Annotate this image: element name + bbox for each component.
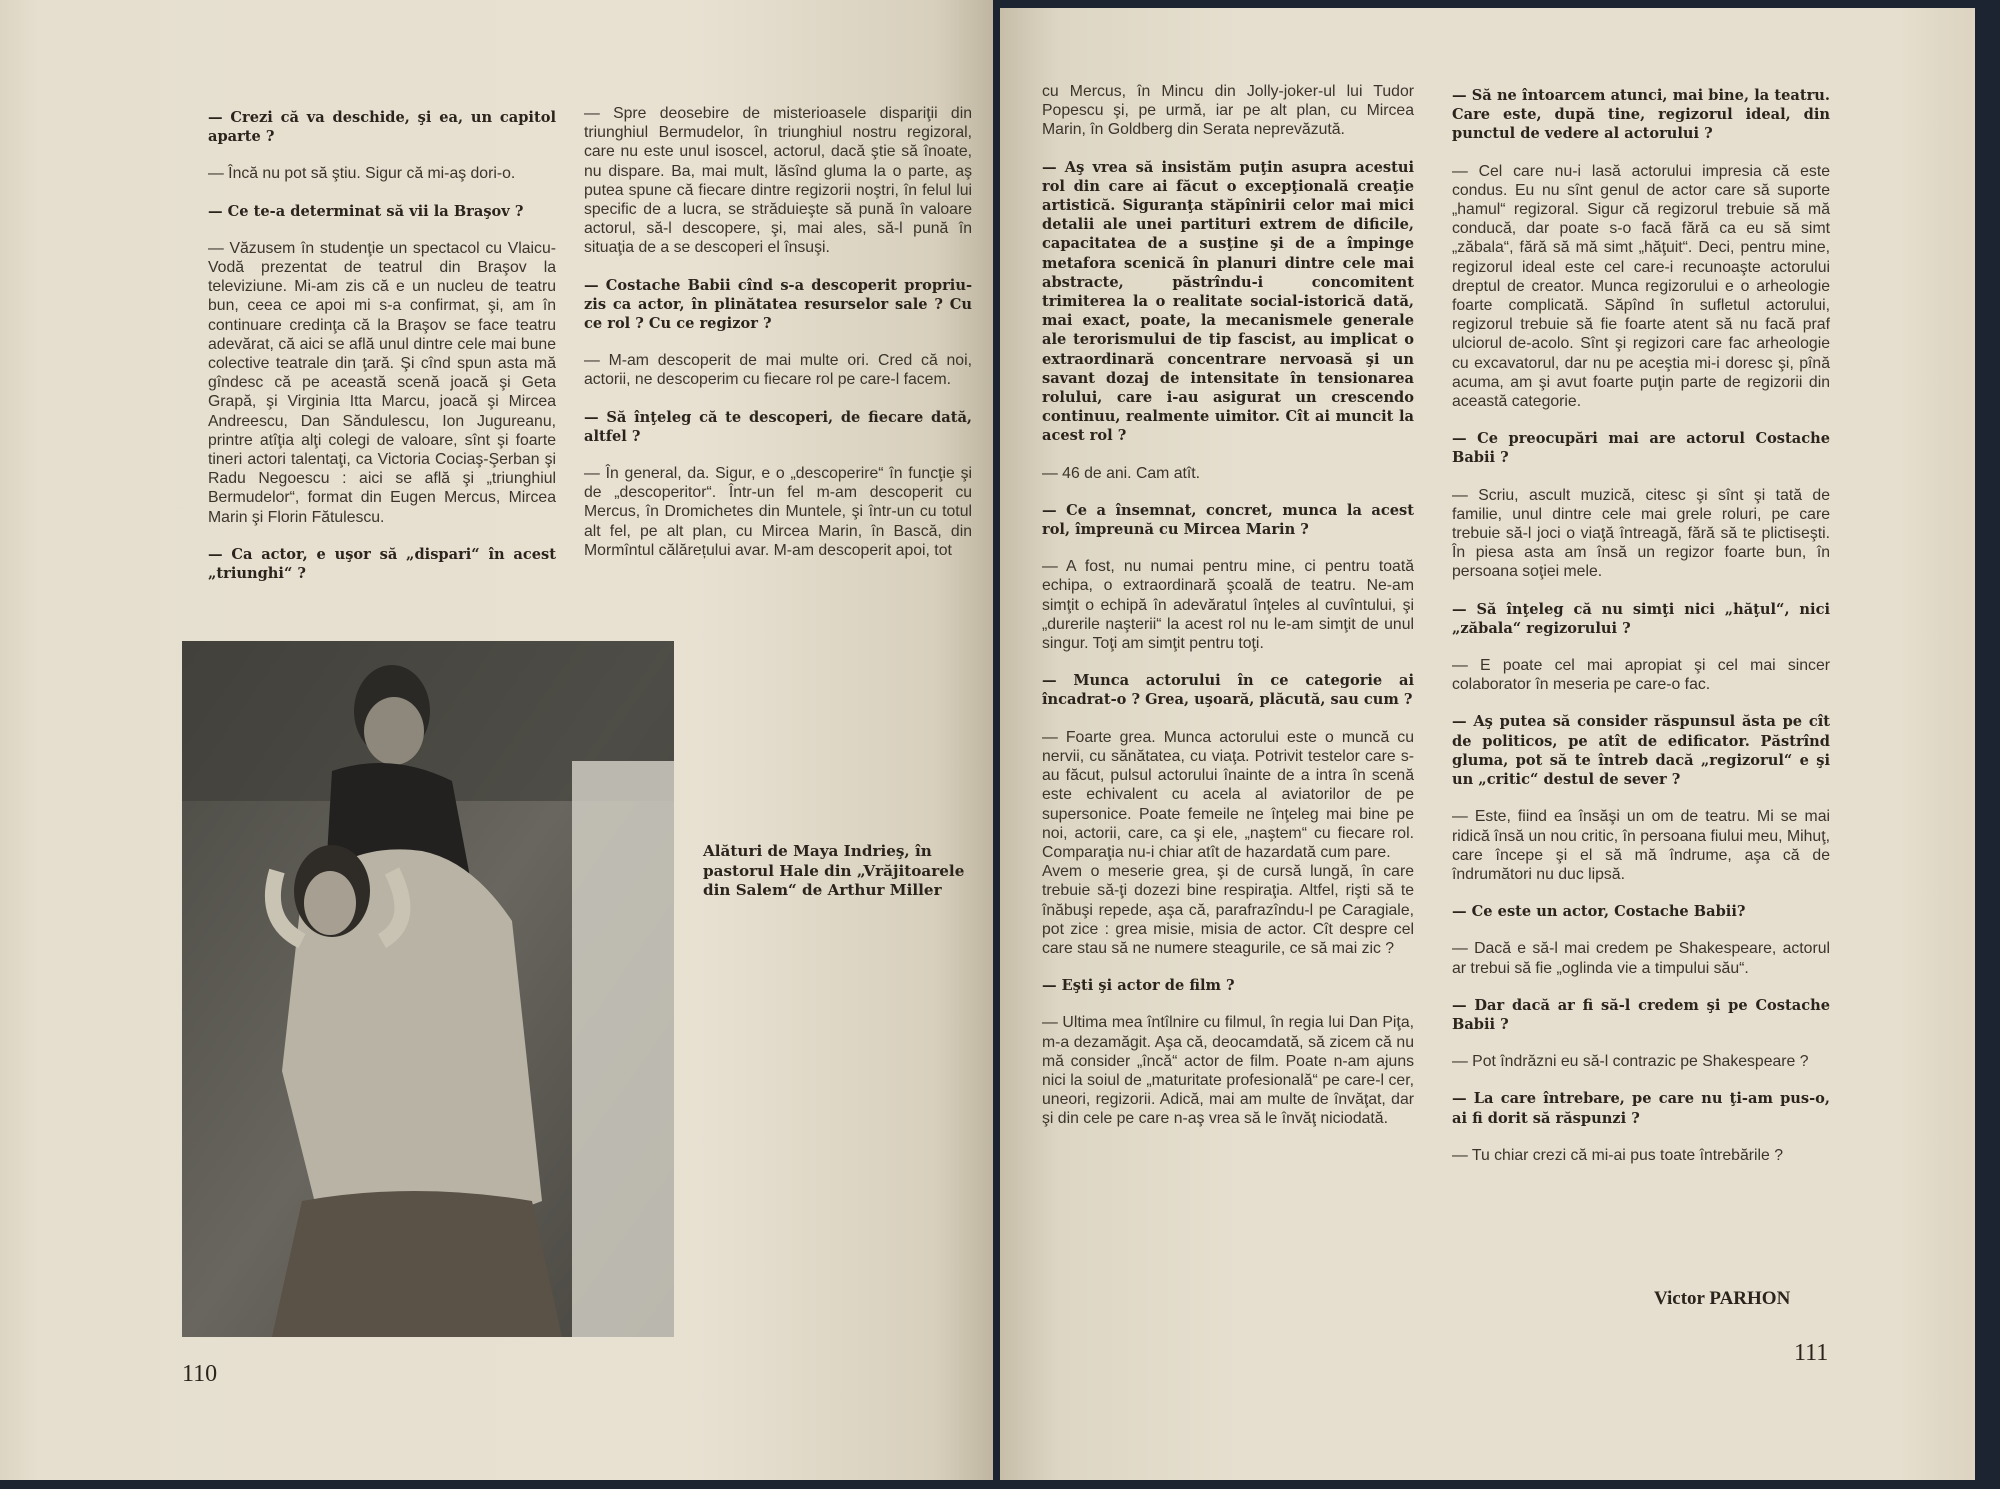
interview-question: — Ca actor, e uşor să „dispari“ în acest „triunghi“ ? [208,545,556,583]
left-page-column-1 [208,108,556,601]
interview-answer: — Tu chiar crezi că mi-ai pus toate întrebările ? [1452,1146,1783,1164]
interview-answer: — Foarte grea. Munca actorului este o muncă cu nervii, cu sănătatea, cu viaţa. Potrivit testelor care s-au făcut, pulsul actorului înainte de a intra în scenă este echivalent cu acela al aviatorilor de pe supersonice. Poate femeile ne înţeleg mai bine pe noi, actorii, care, ca şi ele, „naştem“ cu fiecare rol. Comparaţia nu-i chiar atît de hazardată cum pare. Avem o meserie grea, şi de cursă lungă, în care trebuie să-ţi dozezi bine respiraţia. Altfel, rişti să te înăbuşi repede, aşa că, parafrazîndu-l pe Caragiale, pot zice : grea misie, misia de actor. Cît despre cel care stau să ne numere steagurile, ce să mai zic ? [1042,728,1414,957]
interview-answer: — Spre deosebire de misterioasele dispariţii din triunghiul Bermudelor, în triunghiul nostru regizoral, care nu este unul isoscel, actorul, dacă ştie să înoate, nu dispare. Ba, mai mult, lăsînd gluma la o parte, aş putea spune că fiecare dintre regizorii noştri, în felul lui specific de a lucra, se străduieşte să pună în valoare actorul, să-l descopere, şi, mai ales, să-l pună în situaţia de a se descoperi el însuşi. [584,105,972,257]
interview-question: — Eşti şi actor de film ? [1042,977,1235,995]
interview-answer: — Pot îndrăzni eu să-l contrazic pe Shakespeare ? [1452,1053,1809,1071]
left-page [0,0,993,1480]
interview-answer: — A fost, nu numai pentru mine, ci pentru toată echipa, o extraordinară şcoală de teatru. Ne-am simţit o echipă în adevăratul înţeles al cuvîntului, şi „durerile naşterii“ la acest rol nu le-am simţit de unul singur. Toţi am simţit pentru toţi. [1042,558,1414,653]
interview-answer: — Dacă e să-l mai credem pe Shakespeare, actorul ar trebui să fie „oglinda vie a timpului său“. [1452,940,1830,977]
page-number-right: 111 [1794,1340,1829,1366]
interview-answer: — Văzusem în studenţie un spectacol cu Vlaicu-Vodă prezentat de teatrul din Braşov la televiziune. Mi-am zis că e un nucleu de teatru bun, ceea ce apoi mi s-a confirmat, şi, am în continuare credinţa că la Braşov se face teatru adevărat, că aici se află unul dintre cele mai bune colective teatrale din ţară. Şi cînd spun asta mă gîndesc că pe această scenă joacă şi Geta Grapă, şi Virginia Itta Marcu, joacă şi Mircea Andreescu, Dan Săndulescu, Ion Jugureanu, printre atîţia alţi colegi de valoare, sînt şi foarte tineri actori talentaţi, ca Victoria Cociaş-Şerban şi Radu Negoescu : aici se află şi „triunghiul Bermudelor“, format din Eugen Mercus, Mircea Marin şi Florin Fătulescu. [208,239,556,526]
interview-answer: cu Mercus, în Mincu din Jolly-joker-ul lui Tudor Popescu şi, pe urmă, iar pe alt plan, cu Mircea Marin, în Goldberg din Serata neprevăzută. [1042,83,1414,139]
stage-photo-illustration [182,641,674,1337]
right-page [1000,8,1975,1480]
interview-question: — Să înţeleg că te descoperi, de fiecare dată, altfel ? [584,408,972,445]
interview-question: — Să ne întoarcem atunci, mai bine, la teatru. Care este, după tine, regizorul ideal, din punctul de vedere al actorului ? [1452,87,1830,143]
interview-answer: — Scriu, ascult muzică, citesc şi sînt şi tată de familie, unul dintre cele mai grele roluri, pe care trebuie să-l joci o viaţă întreagă, fără să te plictiseşti. În piesa asta am însă un regizor foarte bun, în persoana soţiei mele. [1452,486,1830,581]
interview-answer: — M-am descoperit de mai multe ori. Cred că noi, actorii, ne descoperim cu fiecare rol pe care-l facem. [584,352,972,389]
interview-question: — Să înţeleg că nu simţi nici „hăţul“, nici „zăbala“ regizorului ? [1452,600,1830,637]
interview-question: — Ce a însemnat, concret, munca la acest rol, împreună cu Mircea Marin ? [1042,501,1414,539]
stage-photo [182,641,674,1337]
author-signature: Victor PARHON [1654,1288,1791,1309]
interview-question: — Costache Babii cînd s-a descoperit propriu-zis ca actor, în plinătatea resurselor sale ? Cu ce rol ? Cu ce regizor ? [584,276,972,333]
interview-answer: — Încă nu pot să ştiu. Sigur că mi-aş dori-o. [208,165,516,183]
interview-question: — Dar dacă ar fi să-l credem şi pe Costache Babii ? [1452,996,1830,1033]
right-page-column-2 [1452,86,1830,1183]
interview-answer: — E poate cel mai apropiat şi cel mai sincer colaborator în meseria pe care-o fac. [1452,657,1830,694]
interview-question: — La care întrebare, pe care nu ţi-am pus-o, ai fi dorit să răspunzi ? [1452,1090,1830,1127]
left-page-column-2 [584,104,972,578]
interview-answer: — Ultima mea întîlnire cu filmul, în regia lui Dan Piţa, m-a dezamăgit. Aşa că, deocamdată, să zicem că nu mă consider „încă“ actor de film. Poate n-am ajuns nici la soiul de „maturitate profesională“ pe care-l cer, uneori, regizorii. Adică, mai am multe de învăţat, dar şi din cele pe care n-aş vrea să le învăţ niciodată. [1042,1014,1414,1128]
photo-caption: Alături de Maya Indrieş, în pastorul Hale din „Vrăjitoarele din Salem“ de Arthur Miller [703,842,965,899]
interview-question: — Munca actorului în ce categorie ai încadrat-o ? Grea, uşoară, plăcută, sau cum ? [1042,672,1414,709]
page-number-left: 110 [182,1361,218,1387]
interview-question: — Aş vrea să insistăm puţin asupra acestui rol din care ai făcut o excepţională creaţie artistică. Siguranţa stăpînirii celor mai mici detalii ale unei partituri extrem de dificile, capacitatea de a susţine şi de a împinge metafora scenică în planuri dintre cele mai abstracte, păstrîndu-i concomitent trimiterea la o realitate social-istorică dată, mai exact, poate, la mecanismele generale ale terorismului de tip fascist, au implicat o extraordinară concentrare nervoasă şi un savant dozaj de intensitate în tensionarea rolului, care i-au asigurat un crescendo continuu, realmente uimitor. Cît ai muncit la acest rol ? [1042,158,1414,445]
interview-question: — Ce este un actor, Costache Babii? [1452,903,1746,921]
interview-question: — Ce preocupări mai are actorul Costache Babii ? [1452,430,1830,467]
right-page-column-1 [1042,82,1414,1147]
interview-question: — Ce te-a determinat să vii la Braşov ? [208,202,524,220]
interview-answer: — Este, fiind ea însăşi un om de teatru. Mi se mai ridică însă un nou critic, în persoana fiului meu, Mihuţ, care începe şi el să mă îndrume, aşa că de îndrumători nu duc lipsă. [1452,808,1830,883]
interview-question: — Aş putea să consider răspunsul ăsta pe cît de politicos, pe atît de edificator. Păstrînd gluma, pot să te întreb dacă „regizorul“ e şi un „critic“ destul de sever ? [1452,713,1830,789]
interview-answer: — Cel care nu-i lasă actorului impresia că este condus. Eu nu sînt genul de actor care să suporte „hamul“ regizoral. Sigur că regizorul trebuie să mă conducă, dar poate s-o facă fără ca eu să simt „zăbala“, fără să mă simt „hăţuit“. Deci, pentru mine, regizorul ideal este cel care-i recunoaşte actorului dreptul de creator. Munca regizorului e o arheologie foarte complicată. Săpînd în sufletul actorului, regizorul trebuie să fie foarte atent să nu facă praf ulciorul de-acolo. Sînt şi regizori care fac arheologie cu excavatorul, dar nu pe aceştia mi-i doresc şi, pînă acuma, am şi avut foarte puţin parte de regizorii din această categorie. [1452,162,1830,411]
interview-answer: — 46 de ani. Cam atît. [1042,464,1201,482]
interview-answer: — În general, da. Sigur, e o „descoperire“ în funcţie şi de „descoperitor“. Într-un fel m-am descoperit cu Mercus, în Dromichetes din Muntele, şi într-un cu totul alt fel, pe alt plan, cu Mircea Marin, în Bască, din Mormîntul călărețului avar. M-am descoperit apoi, tot [584,465,972,559]
interview-question: — Crezi că va deschide, şi ea, un capitol aparte ? [208,109,556,146]
